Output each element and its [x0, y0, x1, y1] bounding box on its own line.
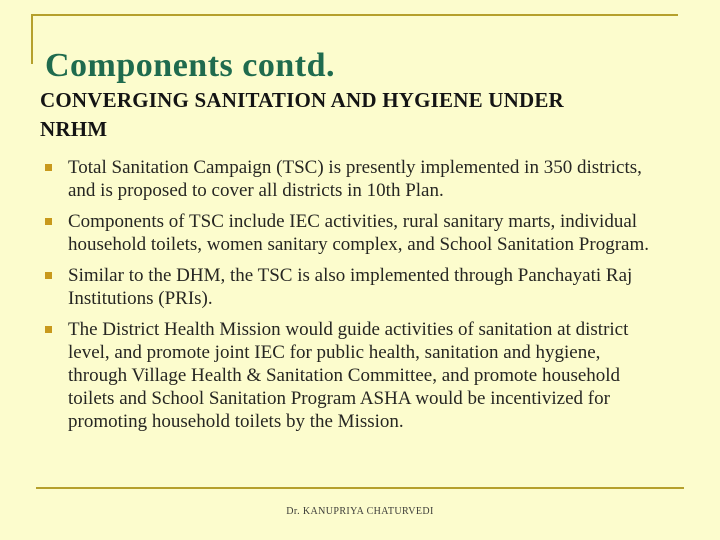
bullet-square-icon — [45, 272, 52, 279]
bullet-list — [40, 156, 658, 433]
list-item — [40, 156, 658, 202]
bullet-square-icon — [45, 218, 52, 225]
title-left-rule-divider — [31, 14, 33, 64]
list-item — [40, 264, 658, 310]
bottom-rule-divider — [36, 487, 684, 489]
bullet-text: Similar to the DHM, the TSC is also implemented through Panchayati Raj Institutions (PRIs). — [68, 265, 633, 309]
list-item — [40, 318, 658, 433]
bullet-square-icon — [45, 164, 52, 171]
footer-author: Dr. KANUPRIYA CHATURVEDI — [286, 506, 434, 517]
bullet-text: Total Sanitation Campaign (TSC) is presently implemented in 350 districts, and is proposed to cover all districts in 10th Plan. — [68, 157, 642, 201]
bullet-square-icon — [45, 326, 52, 333]
slide-body — [40, 86, 658, 441]
bullet-text: Components of TSC include IEC activities, rural sanitary marts, individual household toilets, women sanitary complex, and School Sanitation Program. — [68, 211, 649, 255]
section-heading — [40, 86, 658, 144]
section-heading-line-1: CONVERGING SANITATION AND HYGIENE UNDER — [40, 88, 564, 112]
list-item — [40, 210, 658, 256]
top-rule-divider — [31, 14, 678, 16]
bullet-text: The District Health Mission would guide activities of sanitation at district level, and promote joint IEC for public health, sanitation and hygiene, through Village Health & Sanitation Committee, and promote household toilets and School Sanitation Program ASHA would be incentivized for promoting household toilets by the Mission. — [68, 319, 629, 432]
section-heading-line-2: NRHM — [40, 117, 108, 141]
slide-title: Components contd. — [45, 46, 335, 84]
